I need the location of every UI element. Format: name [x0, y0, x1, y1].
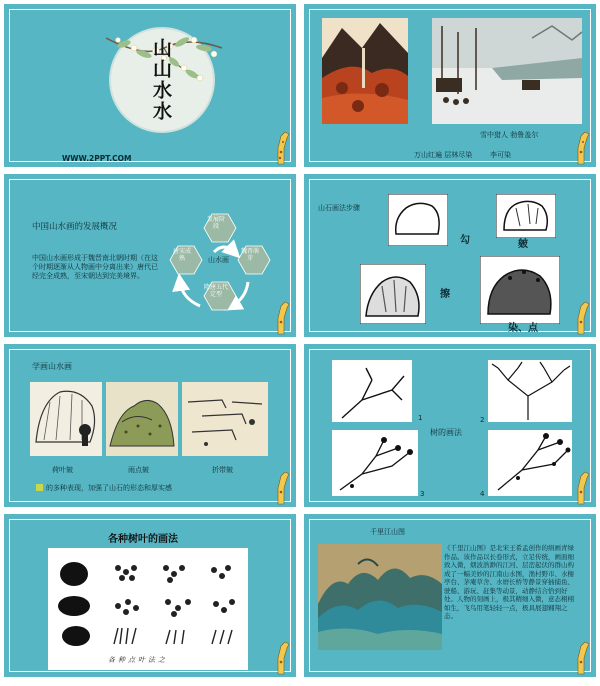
cycle-node-3: 隋唐五代定型 — [204, 284, 229, 298]
cycle-node-4: 唐宋成熟 — [172, 248, 191, 262]
giraffe-decoration — [272, 128, 294, 166]
website-url: WWW.2PPT.COM — [62, 154, 132, 163]
rock-step-texture — [496, 194, 556, 238]
giraffe-decoration — [272, 638, 294, 676]
tree-sketch-1 — [332, 360, 412, 422]
cycle-node-2: 魏晋萌芽 — [240, 248, 259, 262]
red-mountain-painting — [322, 18, 408, 124]
slide-title: 山山水水 — [150, 38, 172, 122]
label-fold-belt: 折带皴 — [212, 466, 233, 474]
calligraphy-inscription: 各种点叶法之 — [108, 656, 168, 664]
fold-belt-texture-painting — [182, 382, 268, 456]
caption-top-right: 雪中猎人 勃鲁盖尔 — [480, 131, 539, 139]
giraffe-decoration — [572, 638, 594, 676]
slide-title: 各种树叶的画法 — [108, 534, 178, 545]
rock-step-rub — [360, 264, 426, 324]
giraffe-decoration — [272, 298, 294, 336]
slide-5-texture-methods[interactable] — [4, 344, 296, 507]
cycle-center-label: 山水画 — [208, 256, 229, 264]
slide-3-overview[interactable] — [4, 174, 296, 337]
step-3-label: 擦 — [440, 289, 450, 300]
giraffe-decoration — [572, 128, 594, 166]
step-4-label: 染、点 — [508, 323, 538, 334]
slide-title: 学画山水画 — [32, 362, 72, 371]
giraffe-decoration — [572, 298, 594, 336]
caption-left: 万山红遍 层林尽染 — [414, 151, 473, 159]
giraffe-decoration — [272, 468, 294, 506]
slide-title: 千里江山图 — [370, 528, 405, 536]
cycle-node-1: 发展阶段 — [206, 216, 225, 230]
lotus-leaf-texture-painting — [30, 382, 102, 456]
rock-step-outline — [388, 194, 448, 246]
step-1-label: 勾 — [460, 235, 470, 246]
slide-4-rock-steps[interactable] — [304, 174, 596, 337]
caption-right: 李可染 — [490, 151, 511, 159]
tree-number-4: 4 — [480, 490, 485, 498]
tree-sketch-4 — [488, 430, 572, 496]
slide-title: 山石画法步骤 — [318, 204, 360, 212]
slide-7-leaf-methods[interactable] — [4, 514, 296, 677]
hunters-in-snow-painting — [432, 18, 582, 124]
section-body: 中国山水画形成于魏晋南北朝时期（在这个时期逐渐从人物画中分离出来）唐代已经完全成熟，至宋朝达到完美境界。 — [32, 254, 158, 280]
bullet-marker — [36, 484, 43, 491]
tree-sketch-3 — [332, 430, 418, 496]
leaf-brush-chart — [48, 548, 248, 670]
painting-description: 《千里江山图》是北宋王希孟创作的绢画青绿作品。该作品以长卷形式，立足传统，画面细致入微，烟波浩渺的江河、层峦起伏的群山构成了一幅美妙的江南山水图，渔村野市、水榭亭台、茅庵草舍、水磨长桥等静景穿插捕鱼、驶船、游玩、赶集等动景，动静结合恰到好处。人物的刻画上，极其精细入微，意态栩栩如生，飞鸟用笔轻轻一点，极具展翅翱翔之态。 — [444, 544, 574, 620]
tree-number-1: 1 — [418, 414, 423, 422]
tree-number-2: 2 — [480, 416, 485, 424]
slide-6-tree-methods[interactable] — [304, 344, 596, 507]
section-heading: 中国山水画的发展概况 — [32, 222, 118, 232]
slide-title: 树的画法 — [430, 428, 462, 437]
qianli-jiangshan-painting — [318, 544, 442, 650]
tree-number-3: 3 — [420, 490, 425, 498]
giraffe-decoration — [572, 468, 594, 506]
step-2-label: 皴 — [518, 239, 528, 250]
label-lotus-leaf: 荷叶皴 — [52, 466, 73, 474]
rock-step-dye — [480, 256, 560, 324]
slide-footer: 的多种表现，加强了山石的形态和厚实感 — [46, 484, 172, 492]
slide-8-qianli-jiangshan[interactable] — [304, 514, 596, 677]
slide-2-paintings[interactable] — [304, 4, 596, 167]
tree-sketch-2 — [488, 360, 572, 422]
slide-1-title[interactable] — [4, 4, 296, 167]
raindrop-texture-painting — [106, 382, 178, 456]
label-raindrop: 雨点皴 — [128, 466, 149, 474]
